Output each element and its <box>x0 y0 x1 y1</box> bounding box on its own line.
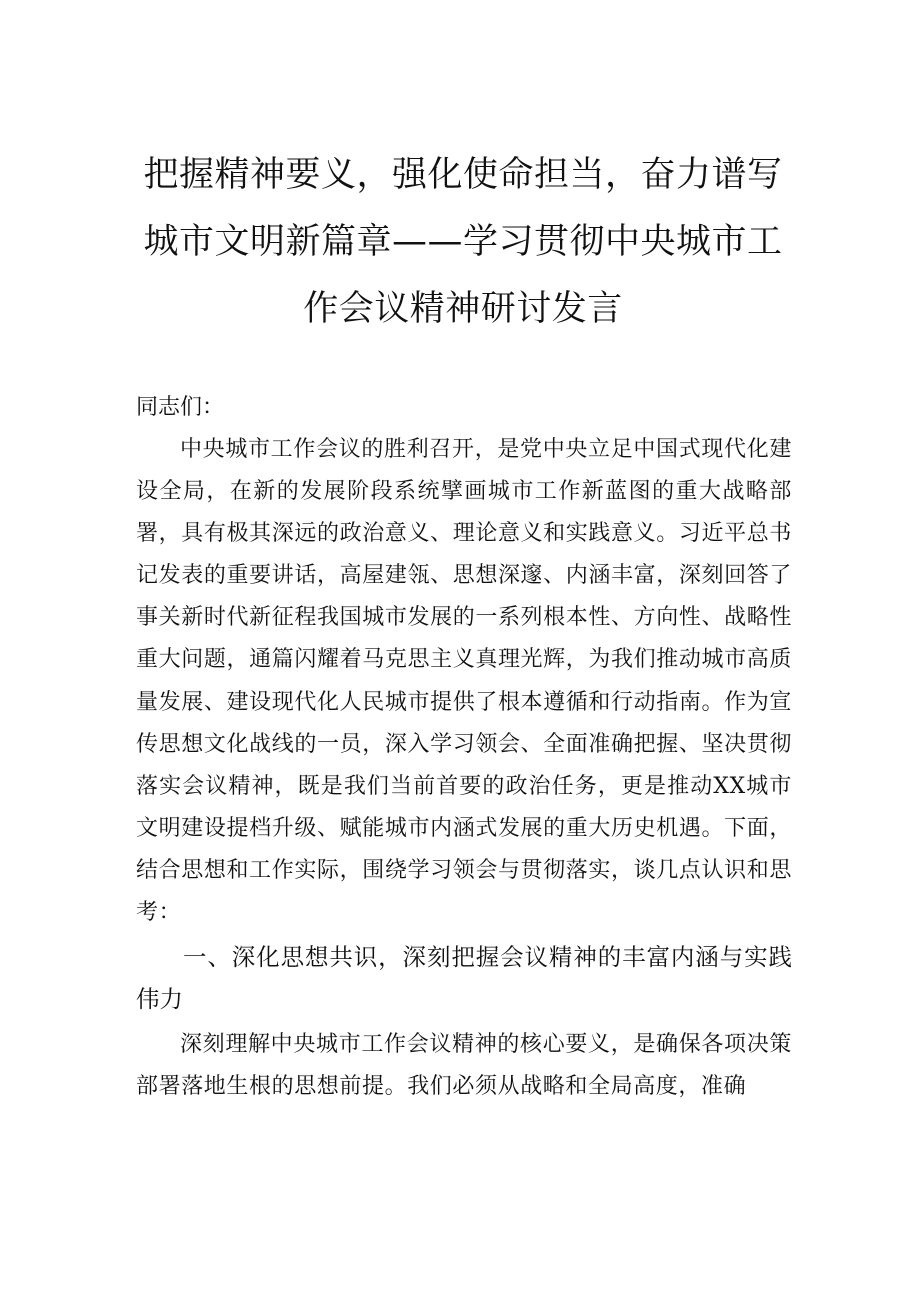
title-line-3: 作会议精神研讨发言 <box>303 289 623 329</box>
title-line-1: 把握精神要义，强化使命担当，奋力谱写 <box>143 155 783 195</box>
paragraph-section-1: 深刻理解中央城市工作会议精神的核心要义，是确保各项决策部署落地生根的思想前提。我们必须从战略和全局高度，准确 <box>136 1032 792 1100</box>
salutation: 同志们： <box>136 395 225 420</box>
title-line-2: 城市文明新篇章——学习贯彻中央城市工 <box>143 222 783 262</box>
document-title <box>128 142 798 343</box>
paragraph-intro: 中央城市工作会议的胜利召开，是党中央立足中国式现代化建设全局，在新的发展阶段系统擘画城市工作新蓝图的重大战略部署，具有极其深远的政治意义、理论意义和实践意义。习近平总书记发表的重要讲话，高屋建瓴、思想深邃、内涵丰富，深刻回答了事关新时代新征程我国城市发展的一系列根本性、方向性、战略性重大问题，通篇闪耀着马克思主义真理光辉，为我们推动城市高质量发展、建设现代化人民城市提供了根本遵循和行动指南。作为宣传思想文化战线的一员，深入学习领会、全面准确把握、坚决贯彻落实会议精神，既是我们当前首要的政治任务，更是推动XX城市文明建设提档升级、赋能城市内涵式发展的重大历史机遇。下面，结合思想和工作实际，围绕学习领会与贯彻落实，谈几点认识和思考： <box>136 437 792 926</box>
section-heading-1: 一、深化思想共识，深刻把握会议精神的丰富内涵与实践伟力 <box>136 943 792 1014</box>
